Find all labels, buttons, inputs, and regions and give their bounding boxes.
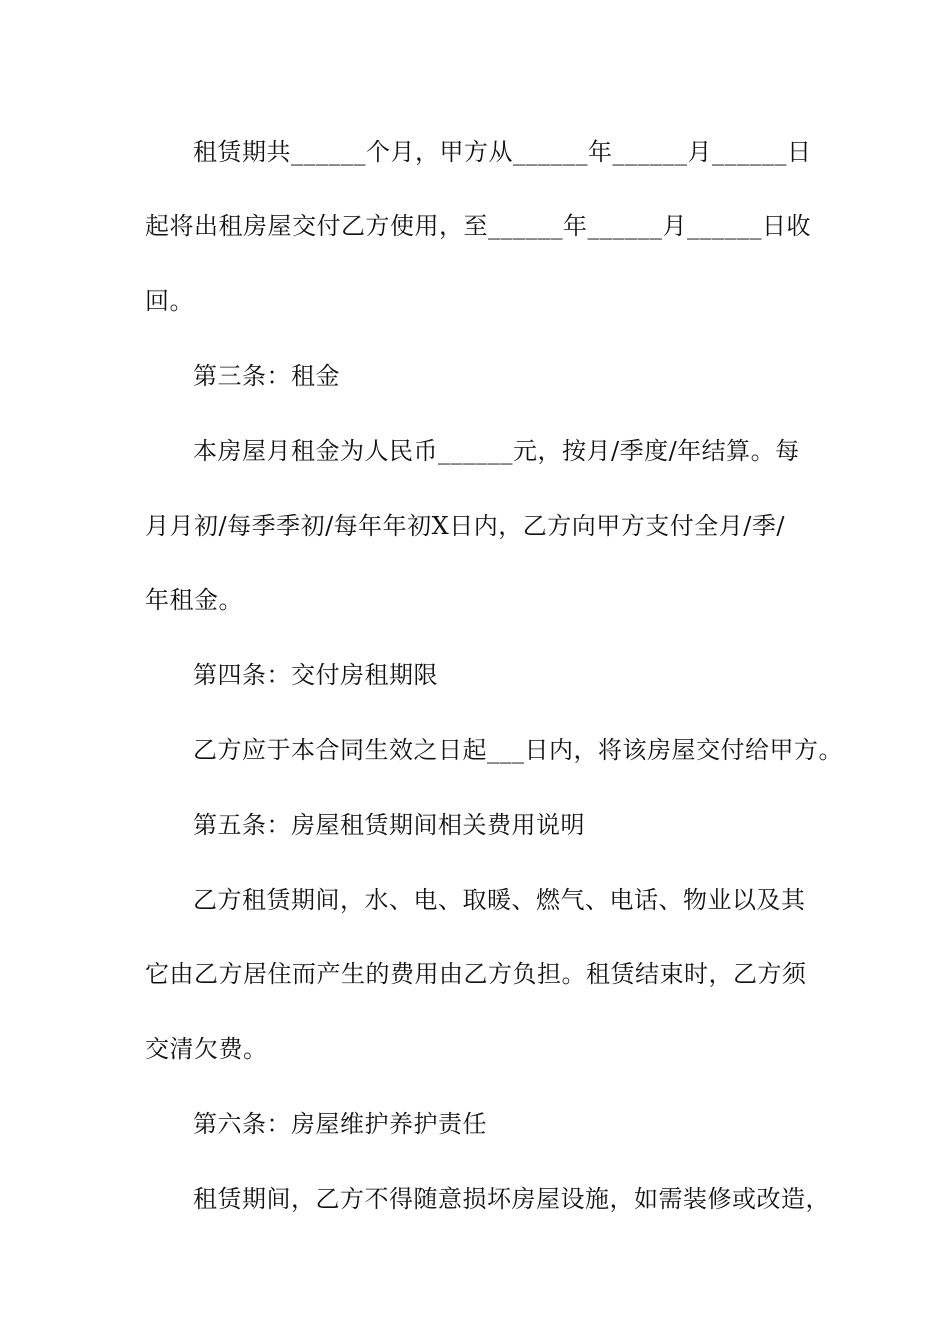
section-heading-article-6: 第六条：房屋维护养护责任 bbox=[193, 1110, 487, 1138]
paragraph-line-lease-term: 租赁期共______个月，甲方从______年______月______日 bbox=[193, 138, 812, 166]
section-heading-article-4: 第四条：交付房租期限 bbox=[193, 661, 438, 689]
section-heading-article-5: 第五条：房屋租赁期间相关费用说明 bbox=[193, 811, 585, 839]
section-heading-article-3: 第三条：租金 bbox=[193, 362, 340, 390]
paragraph-line-rent-end: 年租金。 bbox=[145, 586, 243, 614]
paragraph-line-return: 回。 bbox=[145, 287, 194, 315]
paragraph-line-fees-responsibility: 它由乙方居住而产生的费用由乙方负担。租赁结束时，乙方须 bbox=[145, 960, 807, 988]
paragraph-line-maintenance: 租赁期间，乙方不得随意损坏房屋设施，如需装修或改造， bbox=[193, 1185, 830, 1213]
paragraph-line-handover-deadline: 乙方应于本合同生效之日起___日内，将该房屋交付给甲方。 bbox=[193, 736, 843, 764]
paragraph-line-fees-list: 乙方租赁期间，水、电、取暖、燃气、电话、物业以及其 bbox=[193, 886, 806, 914]
paragraph-line-handover-dates: 起将出租房屋交付乙方使用，至______年______月______日收 bbox=[145, 212, 811, 240]
paragraph-line-rent-payment: 月月初/每季季初/每年年初X日内，乙方向甲方支付全月/季/ bbox=[145, 512, 785, 540]
paragraph-line-rent-amount: 本房屋月租金为人民币______元，按月/季度/年结算。每 bbox=[193, 437, 800, 465]
paragraph-line-fees-settle: 交清欠费。 bbox=[145, 1035, 268, 1063]
